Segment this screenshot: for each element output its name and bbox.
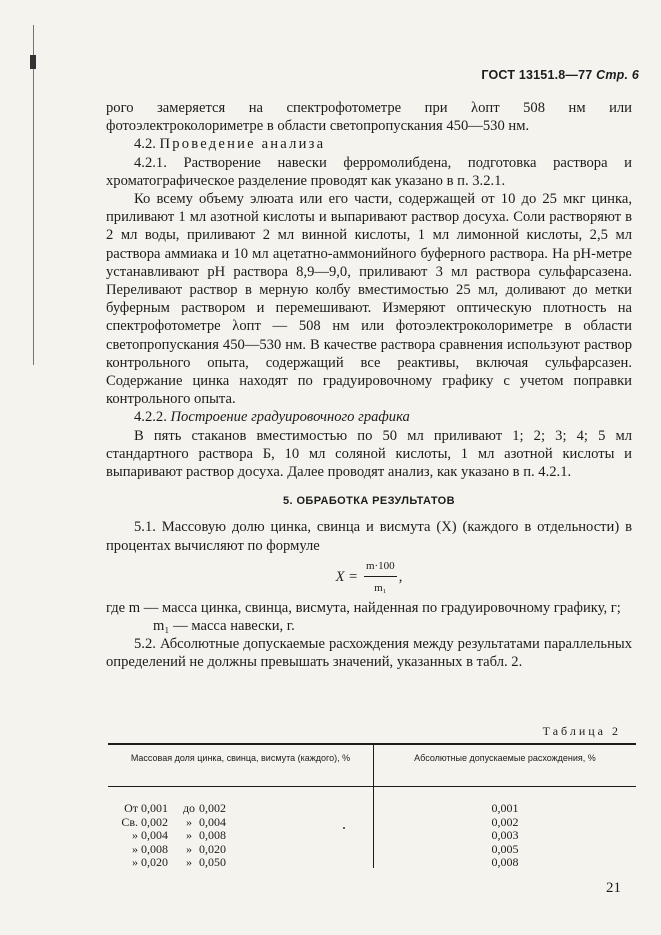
- standard-number: ГОСТ 13151.8—77: [481, 68, 593, 82]
- paragraph-5-1: 5.1. Массовую долю цинка, свинца и висмута (X) (каждого в отдельности) в процентах вычисляют по формуле: [106, 519, 632, 554]
- formula-comma: ,: [398, 568, 403, 585]
- table-row: [118, 802, 358, 816]
- subsection-heading-4-2: [106, 135, 632, 153]
- range-sep: »: [186, 855, 192, 870]
- body-text: [106, 99, 632, 672]
- tolerance-value: 0,001: [491, 801, 519, 815]
- range-to: 0,020: [199, 841, 226, 856]
- range-to: 0,002: [199, 801, 226, 815]
- formula: [106, 557, 632, 597]
- formula-numerator: m·100: [364, 557, 397, 577]
- tolerance-value: 0,003: [491, 828, 519, 843]
- range-prefix: От: [124, 801, 138, 815]
- table-column-ranges: [118, 802, 358, 870]
- subsection-heading-4-2-2: [106, 408, 632, 426]
- paragraph-5-2: 5.2. Абсолютные допускаемые расхождения между результатами параллельных определений не должны превышать значений, указанных в табл. 2.: [106, 636, 632, 671]
- binding-edge-line: [33, 25, 34, 365]
- range-prefix: »: [132, 828, 138, 843]
- range-to: 0,008: [199, 828, 226, 843]
- tolerance-value: 0,005: [491, 841, 519, 856]
- paragraph-calibration: В пять стаканов вместимостью по 50 мл приливают 1; 2; 3; 4; 5 мл стандартного раствора Б, 10 мл соляной кислоты, 1 мл азотной кислоты и выпаривают раствор досуха. Далее проводят анализ, как указано в п. 4.2.1.: [106, 427, 632, 481]
- range-to: 0,004: [199, 814, 226, 829]
- tolerance-value: 0,008: [491, 855, 519, 870]
- tolerance-table: [108, 743, 636, 868]
- table-header-mass-fraction: Массовая доля цинка, свинца, висмута (каждого), %: [130, 753, 351, 763]
- range-sep: »: [186, 828, 192, 843]
- range-from: 0,020: [141, 855, 168, 870]
- range-prefix: »: [132, 841, 138, 856]
- subsection-title: Построение градуировочного графика: [170, 409, 410, 426]
- section-heading-5: 5. ОБРАБОТКА РЕЗУЛЬТАТОВ: [283, 495, 455, 508]
- table-top-rule: [108, 743, 636, 745]
- table-header-tolerance: Абсолютные допускаемые расхождения, %: [414, 753, 596, 763]
- range-prefix: Св.: [121, 814, 138, 829]
- range-to: 0,050: [199, 855, 226, 870]
- paragraph-procedure: Ко всему объему элюата или его части, содержащей от 10 до 25 мкг цинка, приливают 1 мл азотной кислоты и выпаривают раствор досуха. Соли растворяют в 2 мл воды, приливают 2 мл винной кислоты, 1 мл лимонной кислоты, 2,5 мл раствора аммиака и 10 мл ацетатно-аммонийного буферного раствора. На pH-метре устанавливают pH раствора 8,9—9,0, приливают 3 мл раствора сульфарсазена. Переливают раствор в мерную колбу вместимостью 25 мл, доливают до метки буферным раствором и перемешивают. Измеряют оптическую плотность на спектрофотометре λопт — 508 нм или фотоэлектроколориметре в области светопропускания 450—530 нм. В качестве раствора сравнения используют раствор контрольного опыта, содержащий все реактивы, включая сульфарсазен. Содержание цинка находят по градуировочному графику с учетом поправки контрольного опыта.: [106, 191, 632, 408]
- table-row: [118, 816, 358, 830]
- stray-mark: [343, 827, 345, 829]
- paragraph-4-2-1: 4.2.1. Растворение навески ферромолибдена, подготовка раствора и хроматографическое разделение проводят как указано в п. 3.2.1.: [106, 154, 632, 189]
- formula-lhs: X =: [335, 568, 358, 585]
- binding-mark: [30, 55, 36, 69]
- where-definition-m: где m — масса цинка, свинца, висмута, найденная по градуировочному графику, г;: [106, 599, 621, 616]
- range-sep: до: [182, 801, 196, 815]
- subsection-title: Проведение анализа: [159, 136, 326, 153]
- page-header: [481, 68, 639, 82]
- paragraph-continuation: рого замеряется на спектрофотометре при λопт 508 нм или фотоэлектроколориметре в области светопропускания 450—530 нм.: [106, 100, 632, 135]
- subsection-number: 4.2.2.: [134, 409, 167, 426]
- range-from: 0,001: [141, 801, 168, 815]
- table-caption: Таблица 2: [542, 724, 621, 738]
- table-row: [118, 843, 358, 857]
- range-from: 0,004: [141, 828, 168, 843]
- page-number: 21: [606, 880, 621, 896]
- table-column-tolerances: [374, 802, 636, 870]
- formula-denominator: m₁: [374, 581, 387, 594]
- formula-fraction: [364, 557, 397, 597]
- page-label: Стр. 6: [596, 68, 639, 82]
- table-header-rule: [108, 786, 636, 787]
- table-row: [118, 829, 358, 843]
- where-definition-m1: m₁ — масса навески, г.: [153, 618, 295, 635]
- tolerance-value: 0,002: [491, 814, 519, 829]
- range-sep: »: [186, 814, 192, 829]
- range-from: 0,008: [141, 841, 168, 856]
- range-sep: »: [186, 841, 192, 856]
- table-row: [118, 856, 358, 870]
- range-prefix: »: [132, 855, 138, 870]
- range-from: 0,002: [141, 814, 168, 829]
- subsection-number: 4.2.: [134, 136, 156, 153]
